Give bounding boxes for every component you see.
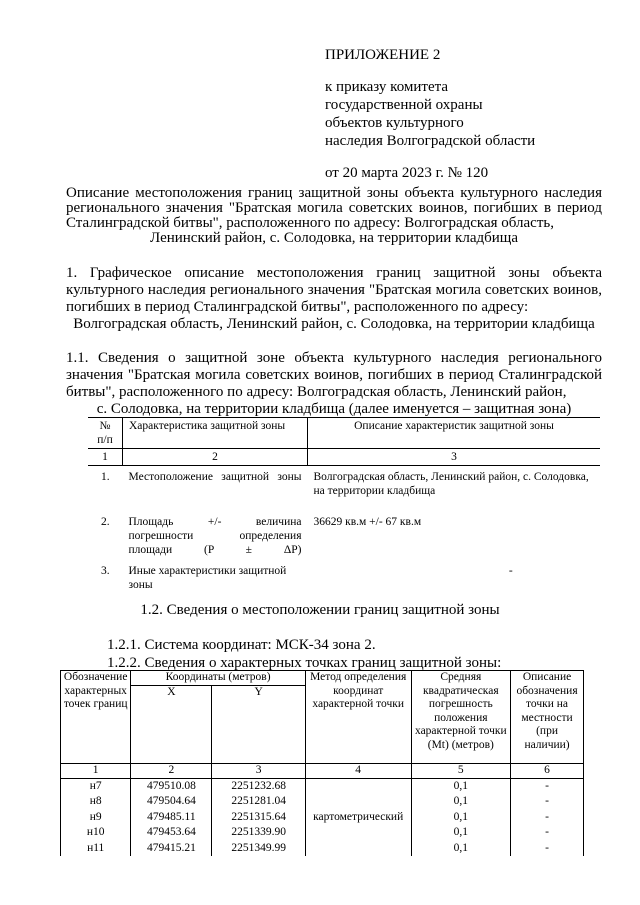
- point-x: 479510.08: [131, 778, 212, 794]
- row-number: 3.: [100, 565, 110, 577]
- document-title-body: Описание местоположения границ защитной зоны объекта культурного наследия регионального значения "Братская могила советских воинов, погибших в период Сталинградской битвы", расположенного по адресу: Волгоградская область,: [66, 185, 602, 231]
- zone-table: [88, 417, 600, 593]
- appendix-header: [325, 46, 535, 182]
- col-number: 1: [61, 764, 131, 779]
- section-1-2-heading: 1.2. Сведения о местоположении границ защитной зоны: [140, 602, 500, 618]
- row-value: -: [508, 565, 513, 577]
- table-row: [61, 778, 584, 794]
- section-1-1-body: 1.1. Сведения о защитной зоне объекта культурного наследия регионального значения "Братская могила советских воинов, погибших в период Сталинградской битвы", расположенного по адресу: Волгоградская область, Ленинский район,: [66, 350, 602, 400]
- zone-table-col-numbers: [88, 449, 600, 466]
- point-desc: -: [511, 841, 584, 857]
- section-1-last: Волгоградская область, Ленинский район, с. Солодовка, на территории кладбища: [73, 316, 595, 332]
- col-number: 6: [511, 764, 584, 779]
- section-1-body: 1. Графическое описание местоположения границ защитной зоны объекта культурного наследия регионального значения "Братская могила советских воинов, погибших в период Сталинградской битвы", расположенного по адресу:: [66, 265, 602, 315]
- header-x: X: [131, 685, 212, 764]
- section-1-2-2: 1.2.2. Сведения о характерных точках границ защитной зоны:: [107, 655, 502, 671]
- point-y: 2251339.90: [212, 825, 305, 841]
- point-x: 479485.11: [131, 810, 212, 826]
- col-number: 4: [305, 764, 411, 779]
- appendix-title: ПРИЛОЖЕНИЕ 2: [325, 47, 441, 63]
- point-x: 479415.21: [131, 841, 212, 857]
- point-error: 0,1: [411, 778, 511, 794]
- col-number: 2: [123, 449, 308, 466]
- point-error: 0,1: [411, 810, 511, 826]
- document-title: [66, 186, 602, 246]
- point-id: н11: [61, 841, 131, 857]
- points-table-col-numbers: [61, 764, 584, 779]
- document-title-last: Ленинский район, с. Солодовка, на территории кладбища: [150, 230, 518, 246]
- section-1-1: [66, 350, 602, 418]
- row-characteristic: Местоположение защитной зоны: [128, 471, 302, 483]
- header-description: Описание характеристик защитной зоны: [308, 418, 601, 449]
- section-1: [66, 265, 602, 333]
- col-number: 5: [411, 764, 511, 779]
- header-designation: Обозначение характерных точек границ: [61, 671, 131, 764]
- header-method: Метод определения координат характерной точки: [305, 671, 411, 764]
- header-number: № п/п: [88, 418, 123, 449]
- point-error: 0,1: [411, 825, 511, 841]
- points-table: [60, 670, 584, 856]
- row-characteristic: Площадь +/- величина погрешности определения площади (P ± ΔP): [128, 516, 302, 556]
- header-characteristic: Характеристика защитной зоны: [123, 418, 308, 449]
- row-characteristic: Иные характеристики защитной зоны: [128, 565, 287, 591]
- point-y: 2251315.64: [212, 810, 305, 826]
- point-desc: -: [511, 794, 584, 810]
- point-error: 0,1: [411, 841, 511, 857]
- col-number: 1: [88, 449, 123, 466]
- appendix-line: наследия Волгоградской области: [325, 133, 536, 149]
- point-error: 0,1: [411, 794, 511, 810]
- point-y: 2251232.68: [212, 778, 305, 794]
- appendix-date: от 20 марта 2023 г. № 120: [325, 165, 489, 181]
- point-id: н7: [61, 778, 131, 794]
- point-desc: -: [511, 778, 584, 794]
- point-x: 479453.64: [131, 825, 212, 841]
- point-y: 2251281.04: [212, 794, 305, 810]
- zone-table-header: [88, 418, 600, 449]
- col-number: 2: [131, 764, 212, 779]
- header-description: Описание обозначения точки на местности (при наличии): [511, 671, 584, 764]
- table-row: [88, 466, 600, 508]
- point-id: н9: [61, 810, 131, 826]
- point-desc: -: [511, 825, 584, 841]
- point-id: н10: [61, 825, 131, 841]
- point-method: картометрический: [305, 778, 411, 856]
- points-table-header: [61, 671, 584, 686]
- appendix-line: к приказу комитета: [325, 79, 449, 95]
- header-coords: Координаты (метров): [131, 671, 305, 686]
- header-y: Y: [212, 685, 305, 764]
- row-number: 2.: [100, 516, 110, 528]
- point-id: н8: [61, 794, 131, 810]
- appendix-line: государственной охраны: [325, 97, 483, 113]
- table-row: [88, 562, 600, 593]
- col-number: 3: [212, 764, 305, 779]
- point-y: 2251349.99: [212, 841, 305, 857]
- row-value: Волгоградская область, Ленинский район, с. Солодовка, на территории кладбища: [313, 471, 589, 497]
- point-desc: -: [511, 810, 584, 826]
- point-x: 479504.64: [131, 794, 212, 810]
- appendix-line: объектов культурного: [325, 115, 464, 131]
- table-row: [88, 507, 600, 562]
- section-1-2-1: 1.2.1. Система координат: МСК-34 зона 2.: [107, 637, 376, 653]
- row-number: 1.: [100, 471, 110, 483]
- row-value: 36629 кв.м +/- 67 кв.м: [313, 516, 422, 528]
- section-1-1-last: с. Солодовка, на территории кладбища (далее именуется – защитная зона): [96, 401, 572, 417]
- header-error: Средняя квадратическая погрешность положения характерной точки (Mt) (метров): [411, 671, 511, 764]
- col-number: 3: [308, 449, 601, 466]
